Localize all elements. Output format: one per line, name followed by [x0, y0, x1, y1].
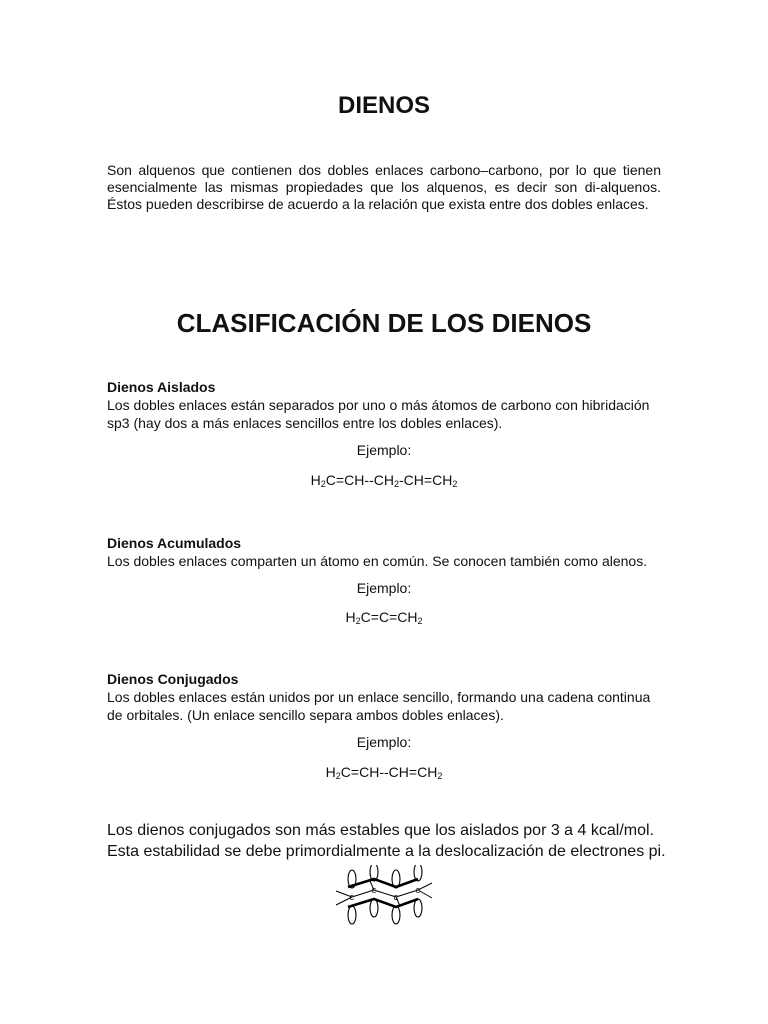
section-heading: Dienos Aislados: [107, 379, 216, 395]
pi-bottom: [348, 899, 418, 907]
example-label: Ejemplo:: [356, 442, 412, 458]
formula-acumulados: $H_2C=C=CH_2$: [345, 609, 423, 626]
orbital-lobe: [348, 906, 356, 924]
example-label: Ejemplo:: [356, 734, 412, 750]
section-text: Los dobles enlaces están unidos por un enlace sencillo, formando una cadena continua de orbitales. (Un enlace sencillo separa ambos dobles enlaces).: [107, 689, 651, 723]
orbital-lobe: [414, 899, 422, 917]
closing-paragraph: Los dienos conjugados son más estables que los aislados por 3 a 4 kcal/mol. Esta estabilidad se debe primordialmente a la deslocalización de electrones pi.: [107, 822, 666, 860]
intro-paragraph: Son alquenos que contienen dos dobles enlaces carbono–carbono, por lo que tienen esencialmente las mismas propiedades que los alquenos, es decir son di-alquenos. Éstos pueden describirse de acuerdo a la relación que exista entre dos dobles enlaces.: [107, 162, 661, 212]
example-label: Ejemplo:: [356, 580, 412, 596]
classification-title: CLASIFICACIÓN DE LOS DIENOS: [176, 308, 592, 338]
section-text: Los dobles enlaces están separados por uno o más átomos de carbono con hibridación sp3 (hay dos a más enlaces sencillos entre los dobles enlaces).: [107, 397, 650, 431]
carbon-label: C: [415, 888, 421, 895]
orbital-lobe: [370, 899, 378, 917]
orbital-lobe: [414, 865, 422, 881]
section-text: Los dobles enlaces comparten un átomo en común. Se conocen también como alenos.: [107, 553, 648, 569]
formula-aislados: $H_2C=CH--CH_2-CH=CH_2$: [310, 472, 458, 489]
formula-conjugados: $H_2C=CH--CH=CH_2$: [325, 764, 443, 781]
atom-labels: [350, 888, 421, 902]
carbon-label: C: [371, 888, 377, 895]
carbon-label: C: [393, 895, 399, 902]
orbital-lobe: [392, 906, 400, 924]
carbon-label: C: [349, 895, 355, 902]
section-heading: Dienos Conjugados: [107, 671, 239, 687]
section-conjugados: [107, 670, 667, 724]
pi-top: [348, 879, 418, 887]
page-title: DIENOS: [337, 92, 430, 119]
section-heading: Dienos Acumulados: [107, 535, 242, 551]
section-acumulados: [107, 534, 667, 570]
p-orbital-diagram: [330, 865, 435, 935]
section-aislados: [107, 378, 667, 432]
